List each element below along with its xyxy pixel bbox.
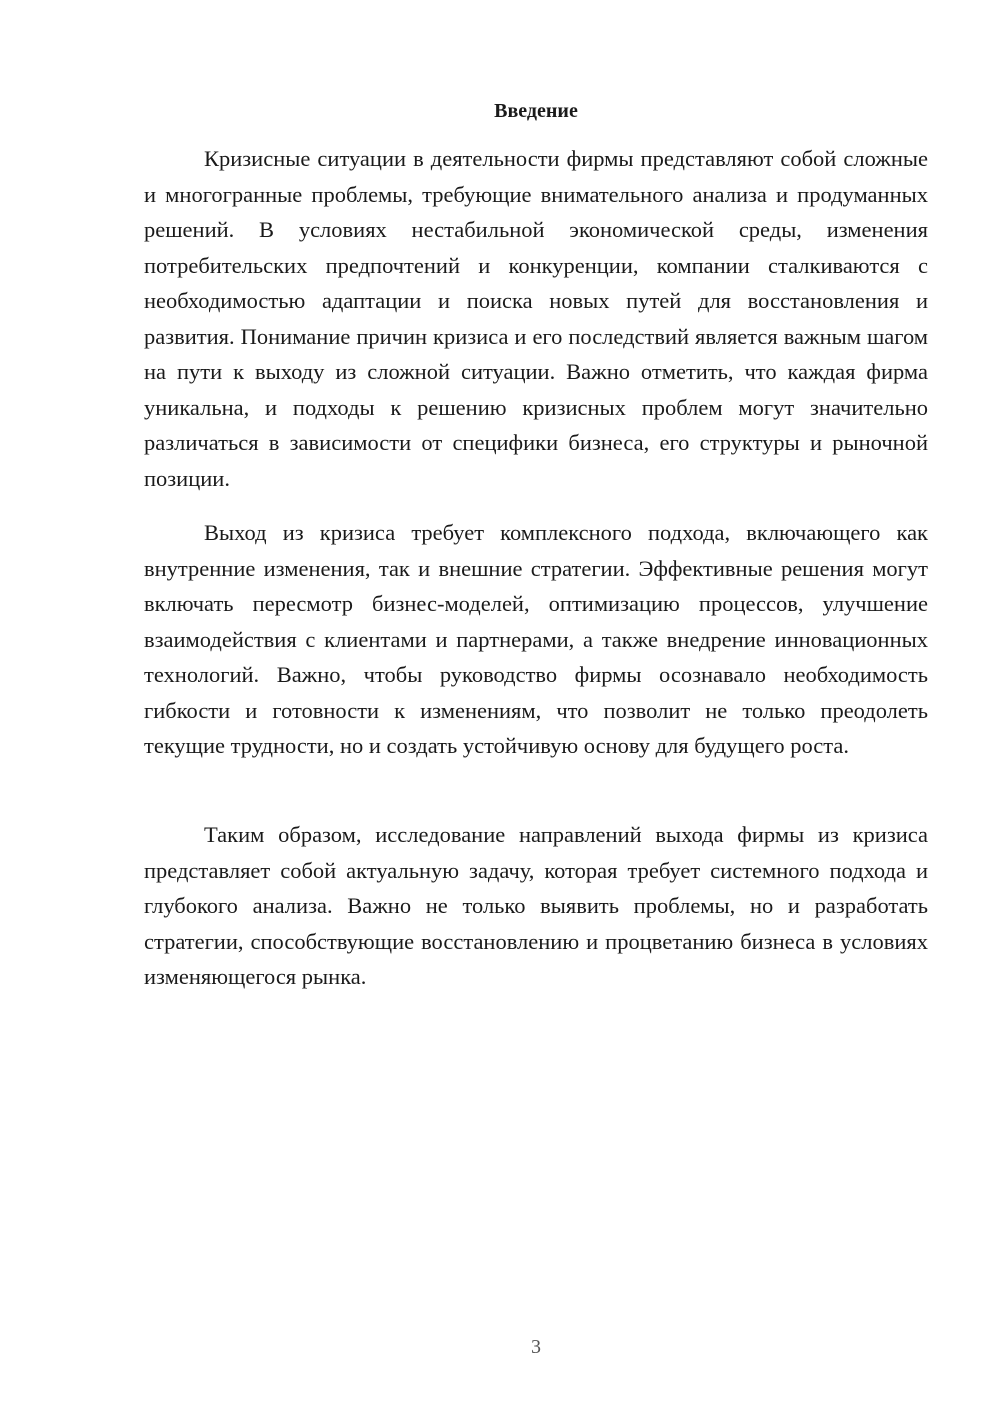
paragraph-intro: Кризисные ситуации в деятельности фирмы представляют собой сложные и многогранные проблемы, требующие внимательного анализа и продуманных решений. В условиях нестабильной экономической среды, изменения потребительских предпочтений и конкуренции, компании сталкиваются с необходимостью адаптации и поиска новых путей для восстановления и развития. Понимание причин кризиса и его последствий является важным шагом на пути к выходу из сложной ситуации. Важно отметить, что каждая фирма уникальна, и подходы к решению кризисных проблем могут значительно различаться в зависимости от специфики бизнеса, его структуры и рыночной позиции. [144,146,928,491]
paragraph-approach: Выход из кризиса требует комплексного подхода, включающего как внутренние изменения, так и внешние стратегии. Эффективные решения могут включать пересмотр бизнес-моделей, оптимизацию процессов, улучшение взаимодействия с клиентами и партнерами, а также внедрение инновационных технологий. Важно, чтобы руководство фирмы осознавало необходимость гибкости и готовности к изменениям, что позволит не только преодолеть текущие трудности, но и создать устойчивую основу для будущего роста. [144,520,928,758]
paragraph-conclusion: Таким образом, исследование направлений выхода фирмы из кризиса представляет собой актуальную задачу, которая требует системного подхода и глубокого анализа. Важно не только выявить проблемы, но и разработать стратегии, способствующие восстановлению и процветанию бизнеса в условиях изменяющегося рынка. [144,822,928,989]
section-title: Введение [494,100,578,122]
page-number: 3 [531,1336,541,1358]
